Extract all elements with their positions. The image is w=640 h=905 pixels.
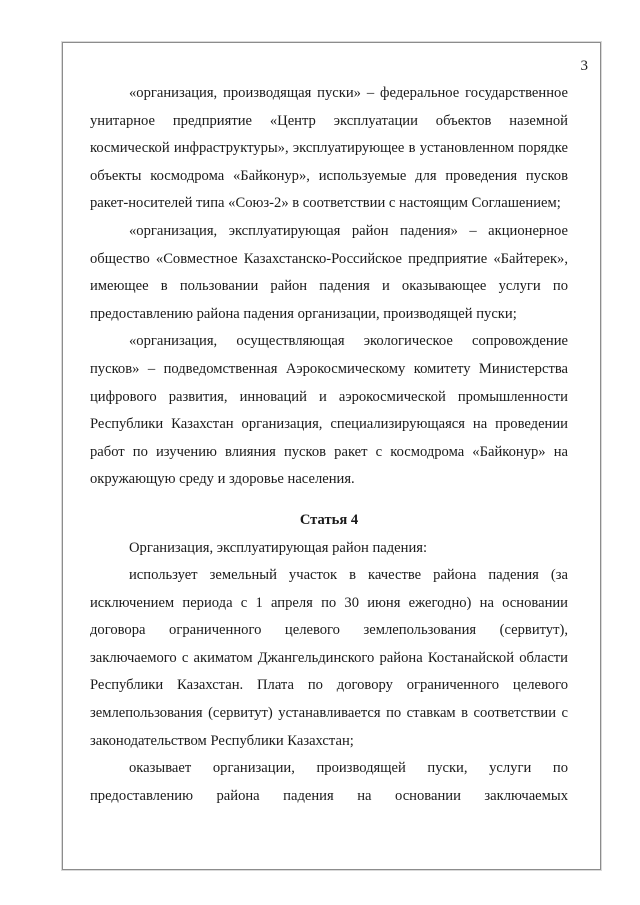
article-intro: Организация, эксплуатирующая район падения: (129, 539, 428, 556)
definition-drop-zone-operator: «организация, эксплуатирующая район падения» – акционерное общество «Совместное Казахстанско-Российское предприятие «Байтерек», имеющее в пользовании район падения и оказывающее услуги по предоставлению района падения организации, производящей пуски; (90, 222, 568, 322)
definition-launch-organization: «организация, производящая пуски» – федеральное государственное унитарное предприятие «Центр эксплуатации объектов наземной космической инфраструктуры», эксплуатирующее в установленном порядке объекты космодрома «Байконур», используемые для проведения пусков ракет-носителей типа «Союз-2» в соответствии с настоящим Соглашением; (90, 85, 568, 212)
article-clause-services: оказывает организации, производящей пуски, услуги по предоставлению района падения на основании заключаемых (90, 760, 568, 804)
document-body (90, 80, 568, 810)
article-heading: Статья 4 (299, 511, 359, 528)
page-number: 3 (580, 58, 588, 74)
article-clause-land-use: использует земельный участок в качестве района падения (за исключением периода с 1 апреля по 30 июня ежегодно) на основании договора ограниченного целевого землепользования (сервитут), заключаемого с акиматом Джангельдинского района Костанайской области Республики Казахстан. Плата по договору ограниченного целевого землепользования (сервитут) устанавливается по ставкам в соответствии с законодательством Республики Казахстан; (90, 567, 568, 749)
definition-ecological-support-organization: «организация, осуществляющая экологическое сопровождение пусков» – подведомственная Аэрокосмическому комитету Министерства цифрового развития, инноваций и аэрокосмической промышленности Республики Казахстан организация, специализирующаяся на проведении работ по изучению влияния пусков ракет с космодрома «Байконур» на окружающую среду и здоровье населения. (90, 333, 568, 488)
